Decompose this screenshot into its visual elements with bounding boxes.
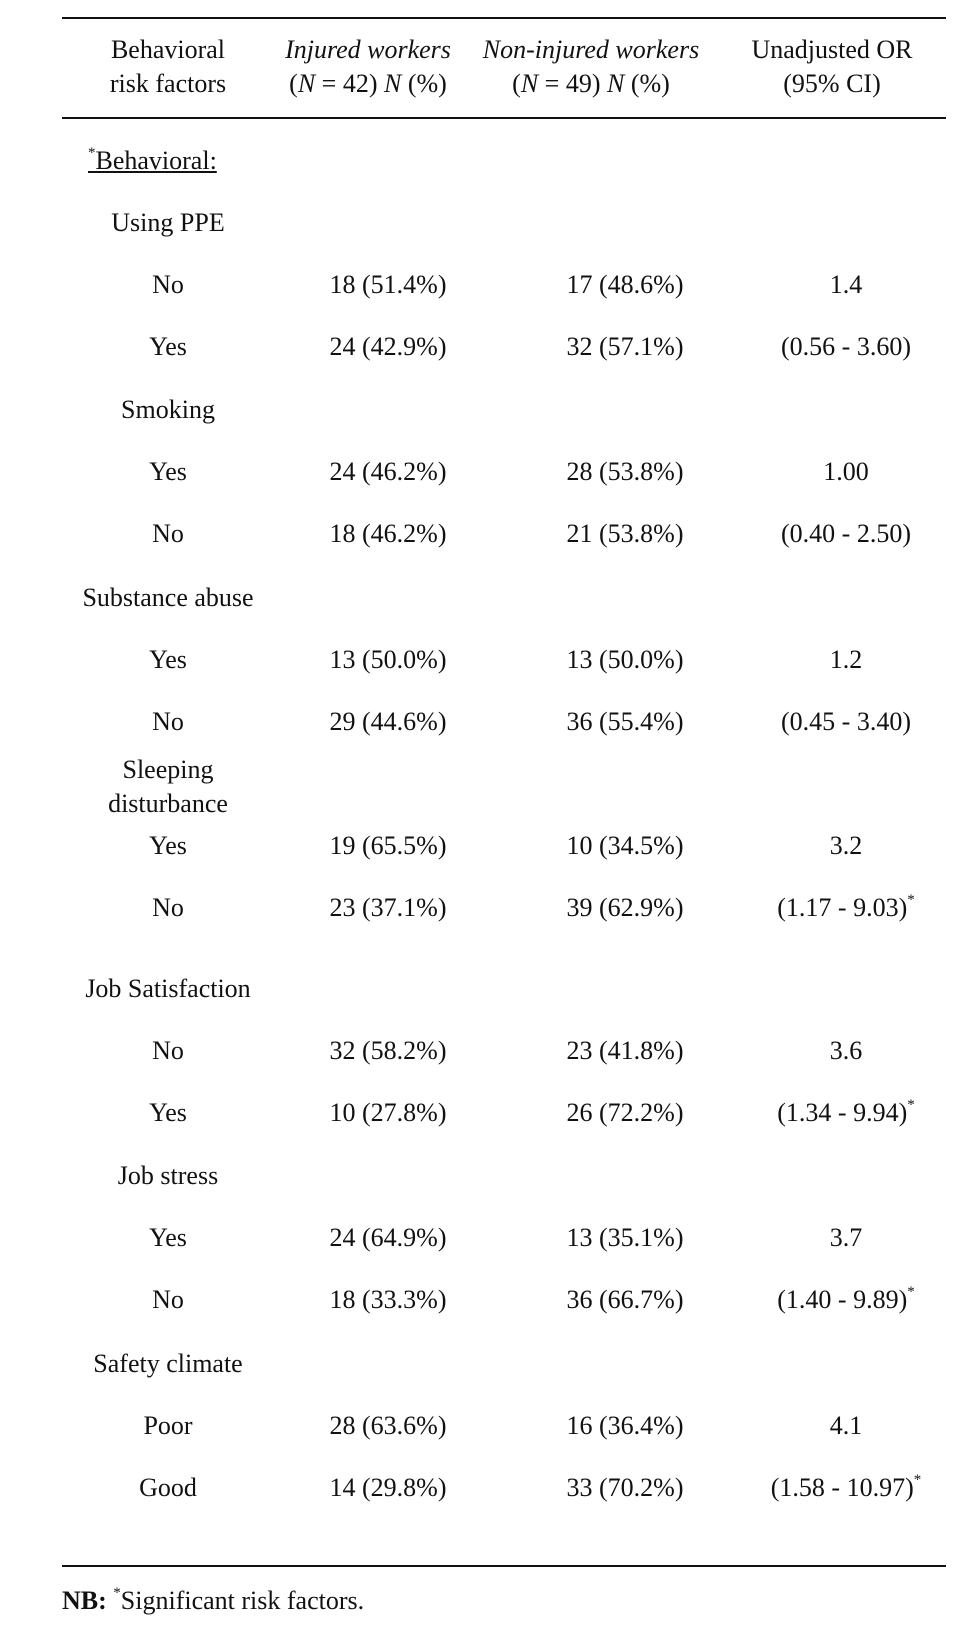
row-injured: 24 (42.9%): [329, 332, 447, 361]
row-injured: 24 (46.2%): [329, 457, 447, 486]
row-injured: 18 (51.4%): [329, 270, 447, 299]
row-level: Yes: [149, 1098, 187, 1127]
header-injured-workers: Injured workers (N = 42) N (%): [270, 33, 466, 101]
group-label: Using PPE: [111, 208, 225, 237]
row-non-injured: 32 (57.1%): [566, 332, 684, 361]
row-odds-ratio: (1.34 - 9.94)*: [777, 1097, 915, 1127]
row-non-injured: 36 (55.4%): [566, 707, 684, 736]
row-injured: 18 (33.3%): [329, 1285, 447, 1314]
row-level: Yes: [149, 457, 187, 486]
row-odds-ratio: (1.40 - 9.89)*: [777, 1284, 915, 1314]
row-injured: 23 (37.1%): [329, 893, 447, 922]
group-label: Smoking: [121, 395, 215, 424]
row-injured: 10 (27.8%): [329, 1098, 447, 1127]
row-non-injured: 13 (35.1%): [566, 1223, 684, 1252]
row-injured: 13 (50.0%): [329, 645, 447, 674]
row-non-injured: 36 (66.7%): [566, 1285, 684, 1314]
group-label: Job stress: [117, 1161, 219, 1190]
group-label: Sleeping disturbance: [108, 755, 228, 818]
row-non-injured: 13 (50.0%): [566, 645, 684, 674]
significance-marker: *: [907, 892, 915, 908]
row-level: Yes: [149, 332, 187, 361]
row-injured: 18 (46.2%): [329, 519, 447, 548]
group-label: Safety climate: [93, 1349, 243, 1378]
row-level: No: [152, 707, 184, 736]
row-injured: 19 (65.5%): [329, 831, 447, 860]
group-label: Substance abuse: [82, 583, 254, 612]
row-level: Good: [139, 1473, 197, 1502]
row-injured: 28 (63.6%): [329, 1411, 447, 1440]
row-injured: 24 (64.9%): [329, 1223, 447, 1252]
header-unadjusted-or: Unadjusted OR (95% CI): [751, 35, 913, 98]
row-injured: 14 (29.8%): [329, 1473, 447, 1502]
row-level: No: [152, 1036, 184, 1065]
row-non-injured: 23 (41.8%): [566, 1036, 684, 1065]
row-non-injured: 28 (53.8%): [566, 457, 684, 486]
row-injured: 29 (44.6%): [329, 707, 447, 736]
row-level: No: [152, 270, 184, 299]
table-header-rule: [62, 117, 946, 119]
significance-marker: *: [907, 1097, 915, 1113]
row-non-injured: 26 (72.2%): [566, 1098, 684, 1127]
header-risk-factors: Behavioral risk factors: [109, 35, 227, 98]
group-label: Job Satisfaction: [85, 974, 251, 1003]
row-odds-ratio: (0.56 - 3.60): [781, 332, 911, 361]
row-odds-ratio: 3.7: [829, 1223, 863, 1252]
significance-marker: *: [913, 1472, 922, 1488]
table-header: [62, 17, 946, 117]
footnote: NB: *Significant risk factors.: [62, 1585, 365, 1615]
row-odds-ratio: (0.40 - 2.50): [781, 519, 911, 548]
section-label: *Behavioral:: [88, 145, 217, 175]
row-level: Yes: [149, 1223, 187, 1252]
row-odds-ratio: 1.00: [823, 457, 869, 486]
row-odds-ratio: 3.2: [829, 831, 863, 860]
row-odds-ratio: 3.6: [829, 1036, 863, 1065]
row-odds-ratio: 1.4: [829, 270, 863, 299]
row-odds-ratio: (1.17 - 9.03)*: [777, 892, 915, 922]
header-injured-n: (N = 42) N (%): [289, 69, 447, 98]
row-odds-ratio: (0.45 - 3.40): [781, 707, 911, 736]
row-non-injured: 10 (34.5%): [566, 831, 684, 860]
row-level: No: [152, 893, 184, 922]
header-non-injured-n: (N = 49) N (%): [512, 69, 670, 98]
row-level: No: [152, 1285, 184, 1314]
row-non-injured: 33 (70.2%): [566, 1473, 684, 1502]
row-non-injured: 39 (62.9%): [566, 893, 684, 922]
table-bottom-rule: [62, 1565, 946, 1567]
row-odds-ratio: 1.2: [829, 645, 863, 674]
row-odds-ratio: (1.58 - 10.97)*: [770, 1472, 922, 1502]
row-odds-ratio: 4.1: [829, 1411, 863, 1440]
row-level: No: [152, 519, 184, 548]
row-non-injured: 17 (48.6%): [566, 270, 684, 299]
row-level: Yes: [149, 645, 187, 674]
header-non-injured-workers: Non-injured workers (N = 49) N (%): [466, 33, 716, 101]
row-non-injured: 16 (36.4%): [566, 1411, 684, 1440]
row-level: Yes: [149, 831, 187, 860]
row-injured: 32 (58.2%): [329, 1036, 447, 1065]
row-level: Poor: [143, 1411, 193, 1440]
significance-marker: *: [907, 1284, 915, 1300]
row-non-injured: 21 (53.8%): [566, 519, 684, 548]
